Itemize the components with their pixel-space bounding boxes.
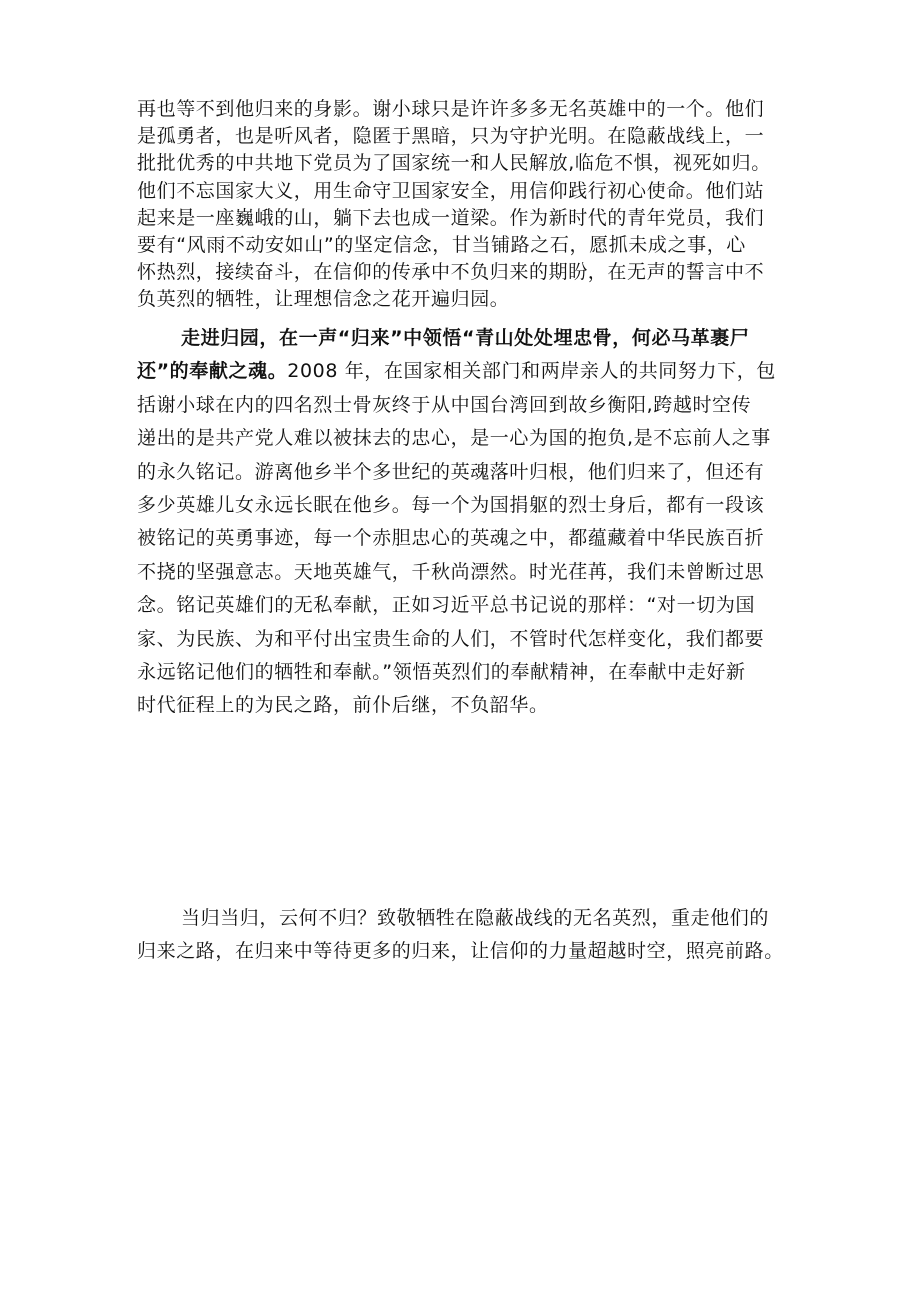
- text-line: 时代征程上的为民之路，前仆后继，不负韶华。: [137, 694, 549, 717]
- text-line: 念。铭记英雄们的无私奉献，正如习近平总书记说的那样：“对一切为国: [137, 594, 756, 617]
- text-line: 的永久铭记。游离他乡半个多世纪的英魂落叶归根，他们归来了，但还有: [137, 460, 765, 483]
- text-line: 递出的是共产党人难以被抹去的忠心，是一心为国的抱负,是不忘前人之事: [137, 427, 771, 450]
- text-line: [137, 355, 789, 388]
- text-line: 再也等不到他归来的身影。谢小球只是许许多多无名英雄中的一个。他们: [137, 98, 765, 120]
- section-heading: 走进归园，在一声“归来”中领悟“青山处处埋忠骨，何必马革裹尸: [181, 327, 750, 349]
- text-line: 怀热烈，接续奋斗，在信仰的传承中不负归来的期盼，在无声的誓言中不: [137, 261, 765, 284]
- text-line: 括谢小球在内的四名烈士骨灰终于从中国台湾回到故乡衡阳,跨越时空传: [137, 393, 752, 416]
- text-line: 起来是一座巍峨的山，躺下去也成一道梁。作为新时代的青年党员，我们: [137, 206, 765, 229]
- text-line: 被铭记的英勇事迹，每一个赤胆忠心的英魂之中，都蕴藏着中华民族百折: [137, 527, 765, 550]
- text-line: 当归当归，云何不归？致敬牺牲在隐蔽战线的无名英烈，重走他们的: [181, 907, 770, 929]
- text-line: 永远铭记他们的牺牲和奉献。”领悟英烈们的奉献精神，在奉献中走好新: [137, 660, 746, 683]
- section-heading-end: 还”的奉献之魂。: [137, 360, 288, 383]
- text-line: 是孤勇者，也是听风者，隐匿于黑暗，只为守护光明。在隐蔽战线上，一: [137, 125, 765, 148]
- text-line: 他们不忘国家大义，用生命守卫国家安全，用信仰践行初心使命。他们站: [137, 179, 765, 202]
- text-line: 多少英雄儿女永远长眠在他乡。每一个为国捐躯的烈士身后，都有一段该: [137, 493, 765, 516]
- paragraph-3: [137, 902, 789, 969]
- text-line: 批批优秀的中共地下党员为了国家统一和人民解放,临危不惧，视死如归。: [137, 152, 771, 175]
- text-line: 不挠的坚强意志。天地英雄气，千秋尚漂然。时光荏苒，我们未曾断过思: [137, 560, 765, 583]
- text-line: 要有“风雨不动安如山”的坚定信念，甘当铺路之石，愿抓未成之事，心: [137, 233, 746, 256]
- text-line: 负英烈的牺牲，让理想信念之花开遍归园。: [137, 288, 510, 311]
- text-line: 家、为民族、为和平付出宝贵生命的人们，不管时代怎样变化，我们都要: [137, 627, 765, 650]
- paragraph-1: [137, 96, 789, 314]
- text-line: 归来之路，在归来中等待更多的归来，让信仰的力量超越时空，照亮前路。: [137, 940, 784, 963]
- text-line-rest: 2008 年，在国家相关部门和两岸亲人的共同努力下，包: [287, 360, 776, 383]
- paragraph-2: [137, 322, 789, 723]
